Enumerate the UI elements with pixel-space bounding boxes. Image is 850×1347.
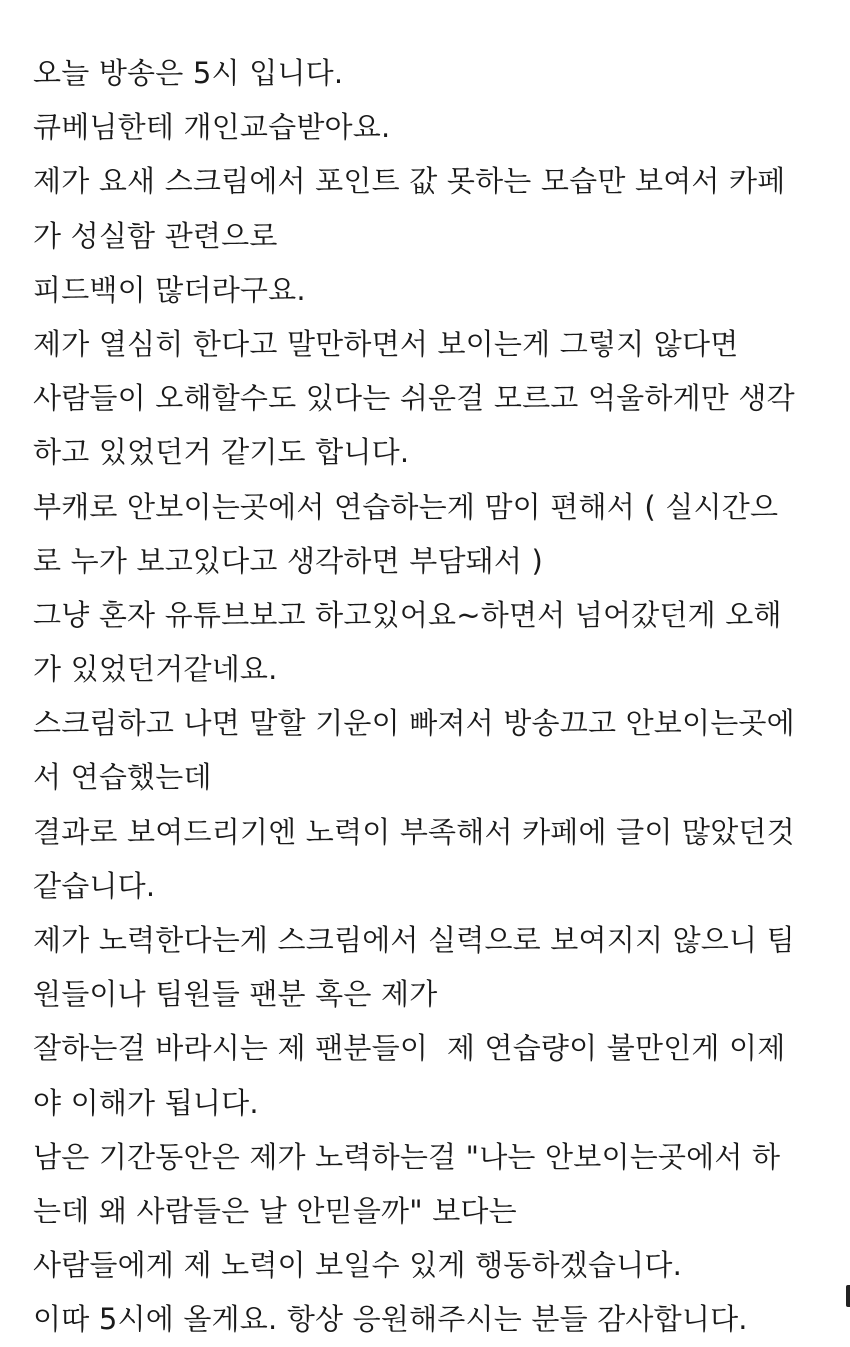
- post-line-24: 이따 5시에 올게요. 항상 응원해주시는 분들 감사합니다.: [33, 1302, 748, 1337]
- post-line-19: 잘하는걸 바라시는 제 팬분들이 제 연습량이 불만인게 이제: [33, 1031, 786, 1066]
- post-line-22: 는데 왜 사람들은 날 안믿을까" 보다는: [33, 1193, 517, 1228]
- post-line-14: 서 연습했는데: [33, 760, 212, 795]
- post-line-9: 부캐로 안보이는곳에서 연습하는게 맘이 편해서 ( 실시간으: [33, 489, 779, 524]
- post-line-13: 스크림하고 나면 말할 기운이 빠져서 방송끄고 안보이는곳에: [33, 706, 795, 741]
- post-line-17: 제가 노력한다는게 스크림에서 실력으로 보여지지 않으니 팀: [33, 923, 795, 957]
- post-line-16: 같습니다.: [33, 868, 156, 903]
- post-line-8: 하고 있었던거 같기도 합니다.: [33, 435, 410, 470]
- post-line-3: 제가 요새 스크림에서 포인트 값 못하는 모습만 보여서 카페: [33, 164, 786, 199]
- post-line-23: 사람들에게 제 노력이 보일수 있게 행동하겠습니다.: [33, 1248, 683, 1283]
- post-line-12: 가 있었던거같네요.: [33, 652, 278, 687]
- post-line-7: 사람들이 오해할수도 있다는 쉬운걸 모르고 억울하게만 생각: [33, 381, 795, 416]
- post-line-10: 로 누가 보고있다고 생각하면 부담돼서 ): [33, 543, 544, 578]
- scrollbar-edge[interactable]: [846, 1285, 850, 1307]
- post-line-1: 오늘 방송은 5시 입니다.: [33, 56, 344, 90]
- post-line-21: 남은 기간동안은 제가 노력하는걸 "나는 안보이는곳에서 하: [33, 1139, 781, 1174]
- post-line-6: 제가 열심히 한다고 말만하면서 보이는게 그렇지 않다면: [33, 326, 739, 361]
- post-line-11: 그냥 혼자 유튜브보고 하고있어요~하면서 넘어갔던게 오해: [33, 597, 782, 632]
- post-line-18: 원들이나 팀원들 팬분 혹은 제가: [33, 977, 438, 1012]
- post-line-20: 야 이해가 됩니다.: [33, 1085, 259, 1120]
- post-line-15: 결과로 보여드리기엔 노력이 부족해서 카페에 글이 많았던것: [33, 814, 795, 849]
- post-line-4: 가 성실함 관련으로: [33, 218, 278, 253]
- post-line-2: 큐베님한테 개인교습받아요.: [33, 110, 391, 145]
- post-line-5: 피드백이 많더라구요.: [33, 272, 306, 307]
- post-body: [33, 46, 833, 1347]
